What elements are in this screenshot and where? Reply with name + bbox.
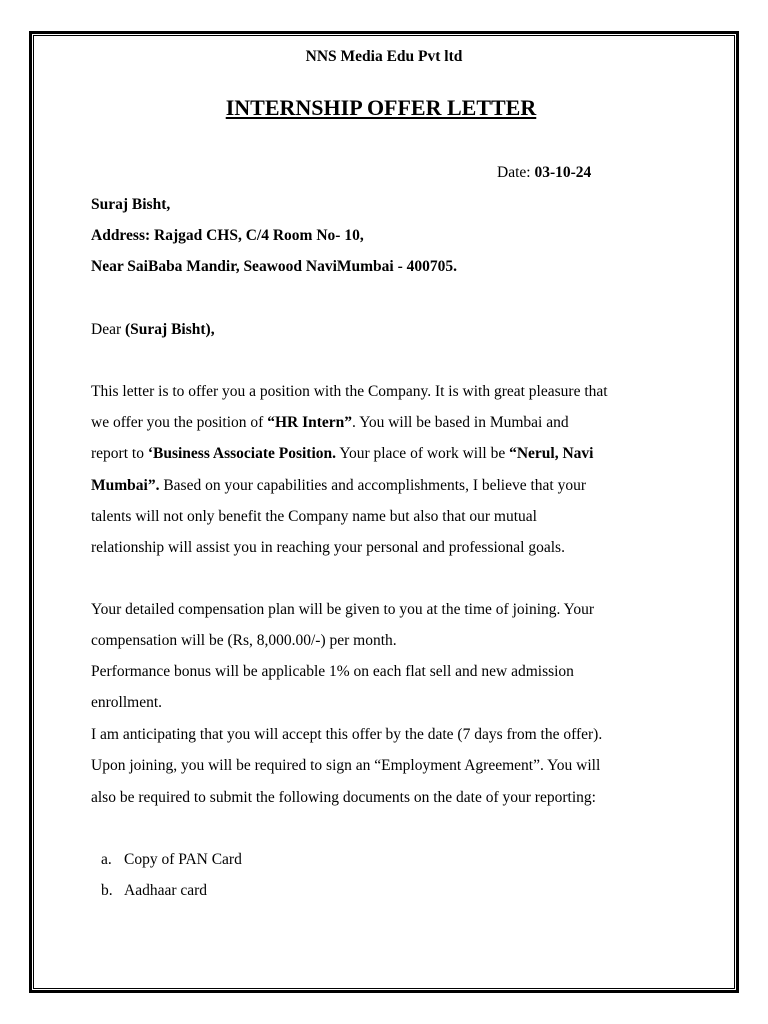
paragraph2-line2: compensation will be (Rs, 8,000.00/-) per month.	[91, 632, 397, 649]
paragraph2-line1: Your detailed compensation plan will be given to you at the time of joining. Your	[91, 601, 594, 618]
paragraph2-line5: I am anticipating that you will accept this offer by the date (7 days from the offer).	[91, 726, 603, 743]
letter-title: INTERNSHIP OFFER LETTER	[225, 95, 537, 120]
reporting-position: ‘Business Associate Position.	[147, 445, 337, 462]
position-title: “HR Intern”	[267, 414, 353, 431]
p1-l2a: we offer you the position of	[91, 414, 268, 431]
paragraph1-line1: This letter is to offer you a position with the Company. It is with great pleasure that	[91, 383, 608, 400]
company-name: NNS Media Edu Pvt ltd	[305, 48, 463, 65]
date-label: Date:	[497, 164, 535, 181]
paragraph2-line7: also be required to submit the following documents on the date of your reporting:	[91, 789, 596, 806]
list-item	[101, 851, 242, 869]
paragraph1-line2	[91, 414, 569, 432]
salutation-prefix: Dear	[91, 321, 125, 338]
p1-l3c: Your place of work will be	[336, 445, 510, 462]
work-place-cont: Mumbai”.	[91, 477, 160, 494]
recipient-address-line1: Address: Rajgad CHS, C/4 Room No- 10,	[91, 227, 364, 244]
letter-date	[497, 164, 591, 182]
paragraph1-line4	[91, 477, 586, 495]
paragraph1-line6: relationship will assist you in reaching your personal and professional goals.	[91, 539, 565, 556]
work-place: “Nerul, Navi	[509, 445, 594, 462]
list-marker: b.	[101, 882, 113, 899]
salutation	[91, 321, 215, 339]
list-marker: a.	[101, 851, 112, 868]
p1-l3a: report to	[91, 445, 148, 462]
list-item-text: Aadhaar card	[124, 882, 208, 899]
date-value: 03-10-24	[534, 164, 592, 181]
paragraph2-line3: Performance bonus will be applicable 1% on each flat sell and new admission	[91, 663, 574, 680]
p1-l4b: Based on your capabilities and accomplishments, I believe that your	[159, 477, 587, 494]
salutation-name: (Suraj Bisht),	[125, 321, 215, 338]
paragraph2-line6: Upon joining, you will be required to sign an “Employment Agreement”. You will	[91, 757, 601, 774]
recipient-address-line2: Near SaiBaba Mandir, Seawood NaviMumbai - 400705.	[91, 258, 458, 275]
list-item-text: Copy of PAN Card	[124, 851, 242, 868]
paragraph1-line3	[91, 445, 593, 463]
paragraph1-line5: talents will not only benefit the Company name but also that our mutual	[91, 508, 537, 525]
p1-l2c: . You will be based in Mumbai and	[352, 414, 569, 431]
recipient-name: Suraj Bisht,	[91, 196, 171, 213]
paragraph2-line4: enrollment.	[91, 694, 163, 711]
list-item	[101, 882, 207, 900]
